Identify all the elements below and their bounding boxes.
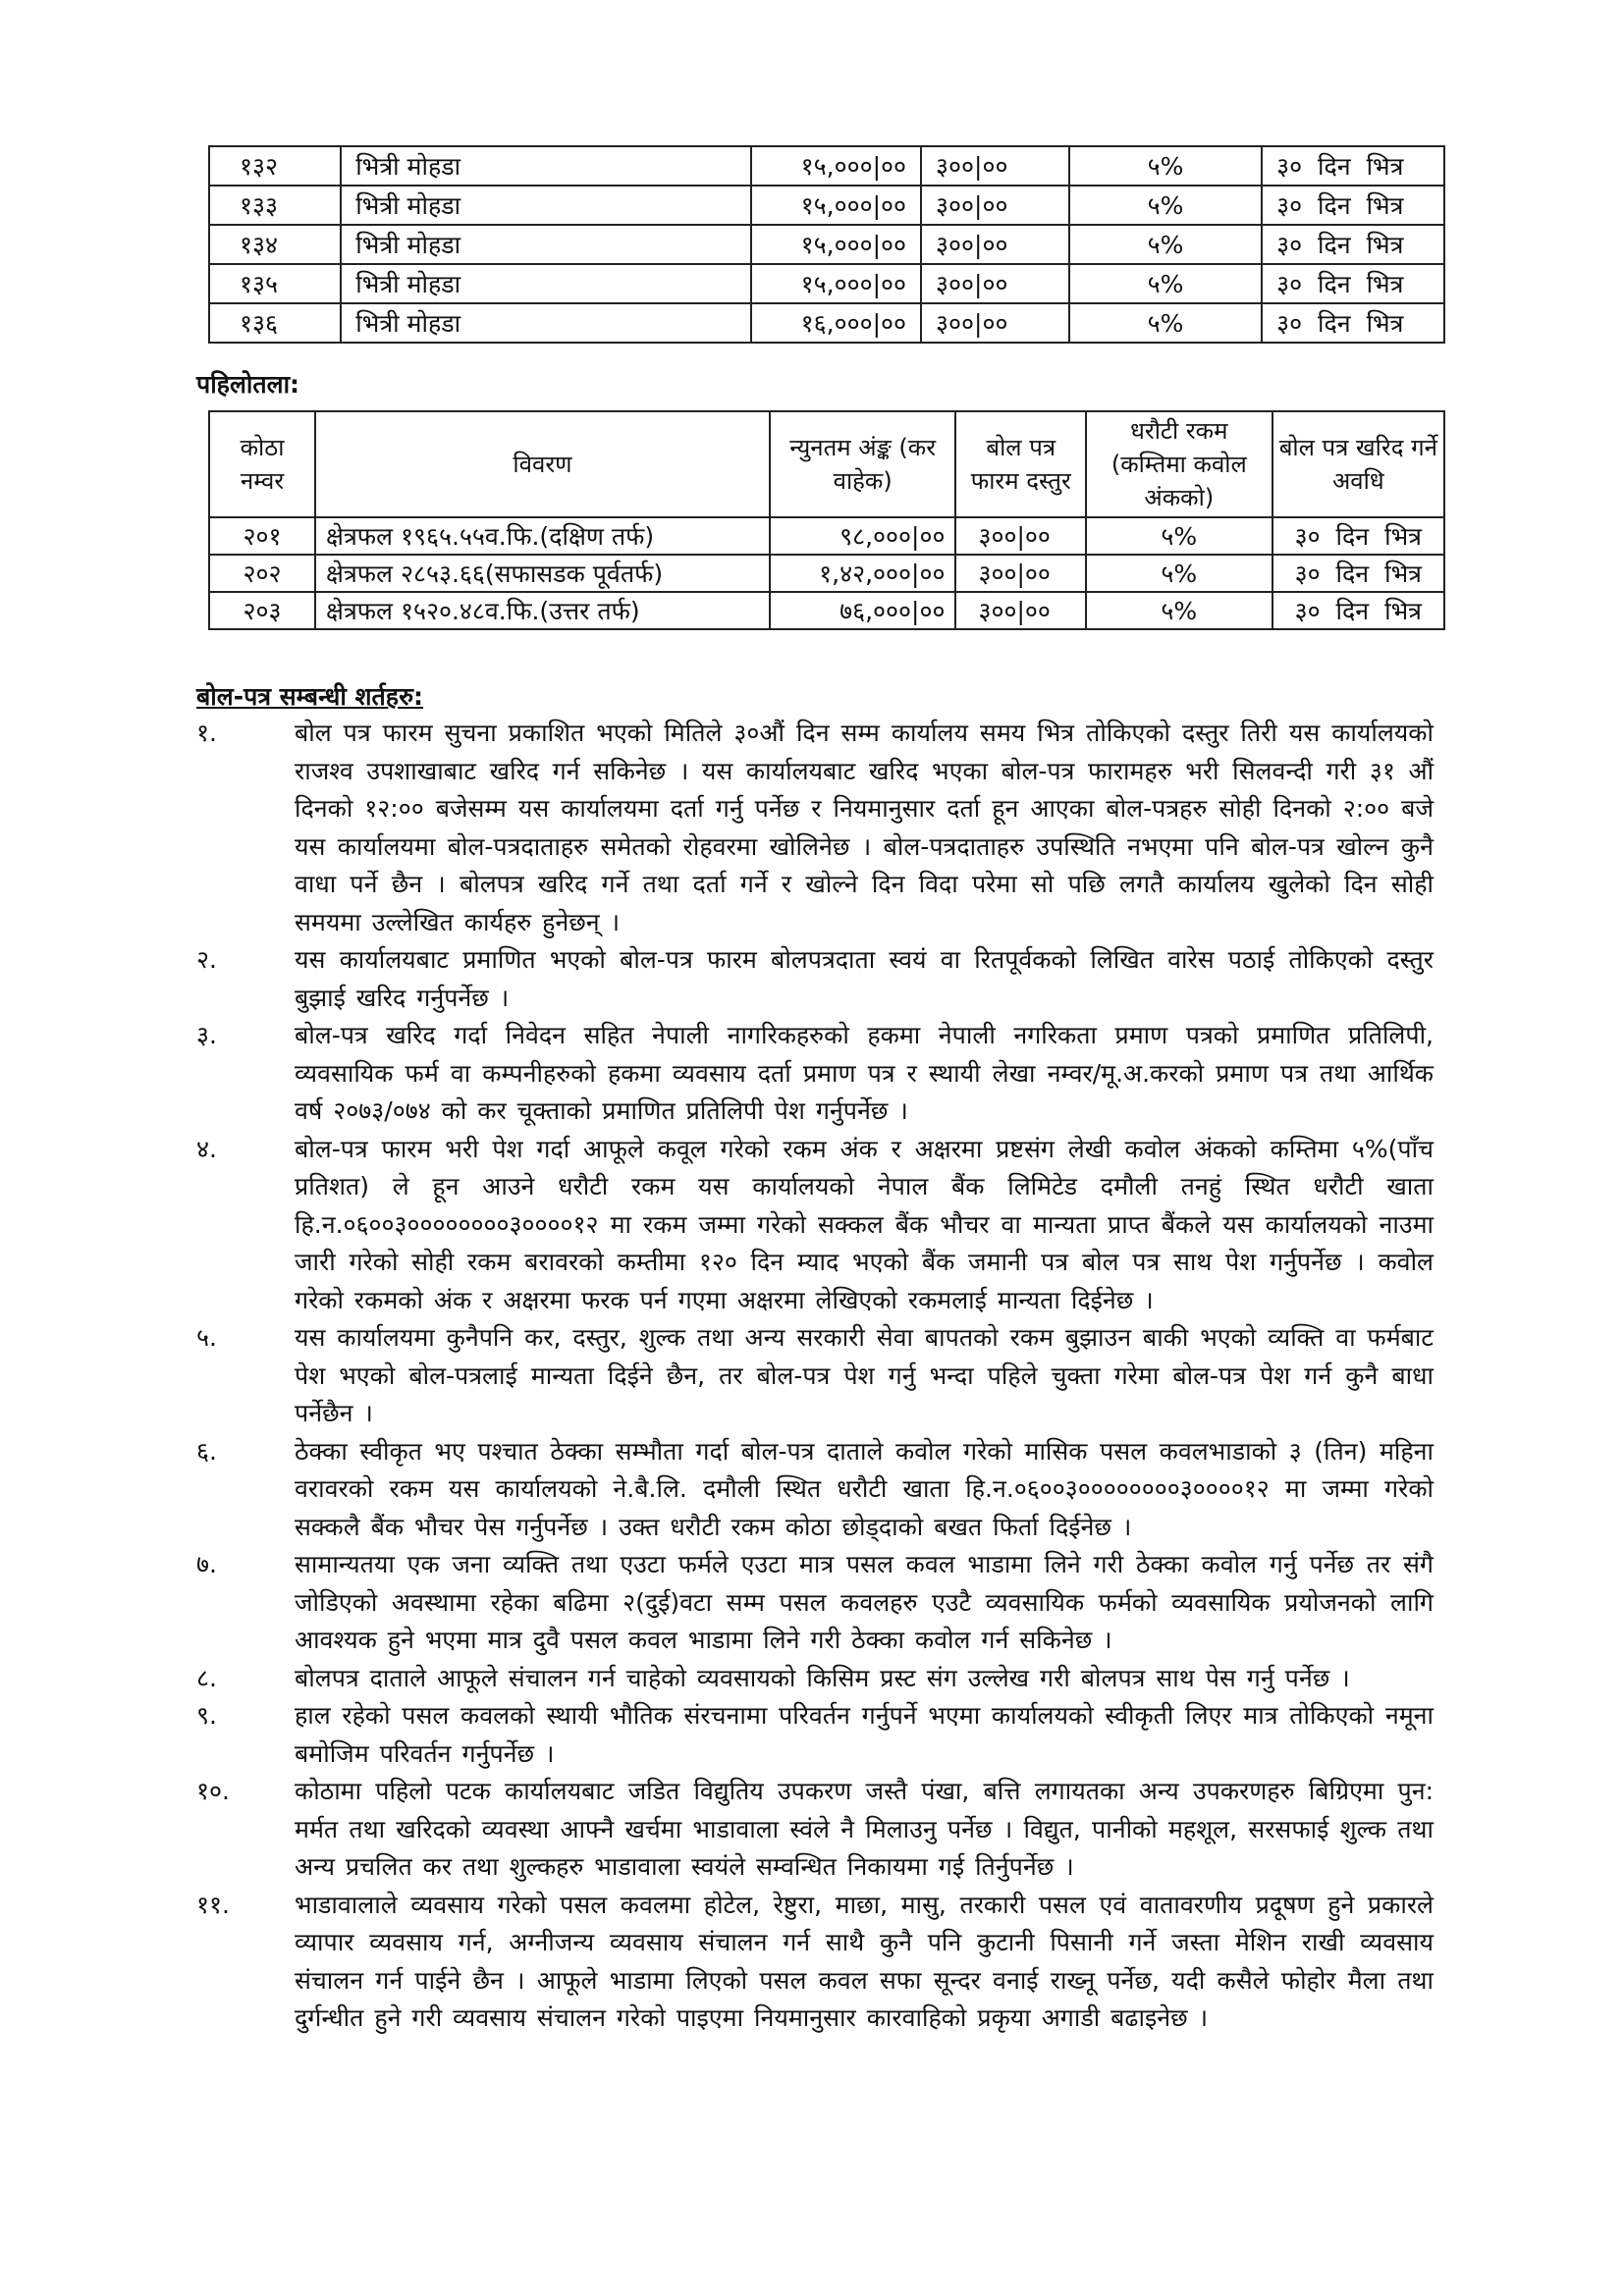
term-number: ९. [196, 1701, 217, 1730]
term-number: १. [196, 719, 217, 747]
cell-deposit: ५% [1086, 555, 1272, 592]
cell-deposit: ५% [1086, 517, 1272, 555]
cell-minimum-amount: ७६,०००|०० [770, 592, 956, 629]
cell-period: ३० दिन भित्र [1272, 517, 1444, 555]
term-text: भाडावालाले व्यवसाय गरेको पसल कवलमा होटेल, रेष्टुरा, माछा, मासु, तरकारी पसल एवं वातावरणीय प्रदूषण हुने प्रकारले व्यापार व्यवसाय गर्न, अग्नीजन्य व्यवसाय संचालन गर्न साथै कुनै पनि कुटानी पिसानी गर्ने जस्ता मेशिन राखी व्यवसाय संचालन गर्न पाईने छैन । आफूले भाडामा लिएको पसल कवल सफा सून्दर वनाई राख्नू पर्नेछ, यदी कसैले फोहोर मैला तथा दुर्गन्धीत हुने गरी व्यवसाय संचालन गरेको पाइएमा नियमानुसार कारवाहिको प्रकृया अगाडी बढाइनेछ । [295, 1890, 1434, 2032]
cell-minimum-amount: ९८,०००|०० [770, 517, 956, 555]
term-item [196, 1319, 1434, 1433]
term-text: बोल-पत्र खरिद गर्दा निवेदन सहित नेपाली नागरिकहरुको हकमा नेपाली नगरिकता प्रमाण पत्रको प्रमाणित प्रतिलिपी, व्यवसायिक फर्म वा कम्पनीहरुको हकमा व्यवसाय दर्ता प्रमाण पत्र र स्थायी लेखा नम्वर/मू.अ.करको प्रमाण पत्र तथा आर्थिक वर्ष २०७३/०७४ को कर चूक्ताको प्रमाणित प्रतिलिपी पेश गर्नुपर्नेछ । [295, 1021, 1434, 1125]
cell-deposit: ५% [1069, 303, 1262, 343]
cell-description: क्षेत्रफल २८५३.६६(सफासडक पूर्वतर्फ) [315, 555, 770, 592]
cell-minimum-amount: १५,०००|०० [751, 186, 922, 225]
terms-heading: बोल-पत्र सम्बन्धी शर्तहरु: [196, 682, 424, 711]
shop-table-first-floor [208, 410, 1445, 630]
cell-room-number: १३४ [209, 225, 341, 264]
table-row [209, 555, 1444, 592]
term-number: ११. [196, 1890, 230, 1919]
term-text: सामान्यतया एक जना व्यक्ति तथा एउटा फर्मले एउटा मात्र पसल कवल भाडामा लिने गरी ठेक्का कवोल गर्नु पर्नेछ तर संगै जोडिएको अवस्थामा रहेका बढिमा २(दुई)वटा सम्म पसल कवलहरु एउटै व्यवसायिक फर्मको व्यवसायिक प्रयोजनको लागि आवश्यक हुने भएमा मात्र दुवै पसल कवल भाडामा लिने गरी ठेक्का कवोल गर्न सकिनेछ । [295, 1550, 1434, 1654]
cell-room-number: २०१ [209, 517, 315, 555]
term-text: ठेक्का स्वीकृत भए पश्चात ठेक्का सम्भौता गर्दा बोल-पत्र दाताले कवोल गरेको मासिक पसल कवलभाडाको ३ (तिन) महिना वरावरको रकम यस कार्यालयको ने.बै.लि. दमौली स्थित धरौटी खाता हि.न.०६००३००००००००३००००१२ मा जम्मा गरेको सक्कलै बैंक भौचर पेस गर्नुपर्नेछ । उक्त धरौटी रकम कोठा छोड्दाको बखत फिर्ता दिईनेछ । [295, 1436, 1434, 1541]
term-text: बोल-पत्र फारम भरी पेश गर्दा आफूले कवूल गरेको रकम अंक र अक्षरमा प्रष्टसंग लेखी कवोल अंकको कम्तिमा ५%(पाँच प्रतिशत) ले हून आउने धरौटी रकम यस कार्यालयको नेपाल बैंक लिमिटेड दमौली तनहुं स्थित धरौटी खाता हि.न.०६००३००००००००३००००१२ मा रकम जम्मा गरेको सक्कल बैंक भौचर वा मान्यता प्राप्त बैंकले यस कार्यालयको नाउमा जारी गरेको सोही रकम बरावरको कम्तीमा १२० दिन म्याद भएको बैंक जमानी पत्र बोल पत्र साथ पेश गर्नुपर्नेछ । कवोल गरेको रकमको अंक र अक्षरमा फरक पर्न गएमा अक्षरमा लेखिएको रकमलाई मान्यता दिईनेछ । [295, 1134, 1434, 1314]
table-row [209, 264, 1444, 303]
term-number: १०. [196, 1777, 230, 1805]
cell-minimum-amount: १५,०००|०० [751, 146, 922, 186]
cell-minimum-amount: १५,०००|०० [751, 225, 922, 264]
cell-location: भित्री मोहडा [341, 264, 750, 303]
cell-period: ३० दिन भित्र [1272, 555, 1444, 592]
cell-location: भित्री मोहडा [341, 146, 750, 186]
term-item [196, 715, 1434, 941]
cell-period: ३० दिन भित्र [1262, 303, 1444, 343]
table-row [209, 225, 1444, 264]
cell-location: भित्री मोहडा [341, 303, 750, 343]
cell-room-number: १३६ [209, 303, 341, 343]
cell-room-number: २०२ [209, 555, 315, 592]
term-number: ६. [196, 1436, 217, 1466]
cell-room-number: १३२ [209, 146, 341, 186]
cell-form-fee: ३००|०० [921, 225, 1069, 264]
term-item [196, 1546, 1434, 1660]
table-row [209, 146, 1444, 186]
term-number: ३. [196, 1021, 217, 1049]
term-number: ८. [196, 1663, 217, 1692]
cell-form-fee: ३००|०० [921, 264, 1069, 303]
cell-minimum-amount: १६,०००|०० [751, 303, 922, 343]
header-room-number: कोठा नम्वर [209, 411, 315, 517]
cell-form-fee: ३००|०० [921, 146, 1069, 186]
cell-deposit: ५% [1069, 186, 1262, 225]
table-row [209, 517, 1444, 555]
table-row [209, 186, 1444, 225]
cell-period: ३० दिन भित्र [1262, 186, 1444, 225]
term-text: हाल रहेको पसल कवलको स्थायी भौतिक संरचनामा परिवर्तन गर्नुपर्ने भएमा कार्यालयको स्वीकृती लिएर मात्र तोकिएको नमूना बमोजिम परिवर्तन गर्नुपर्नेछ । [295, 1701, 1434, 1768]
cell-deposit: ५% [1069, 264, 1262, 303]
header-deposit: धरौटी रकम (कम्तिमा कवोल अंकको) [1086, 411, 1272, 517]
terms-list [196, 715, 1434, 2038]
term-item [196, 941, 1434, 1017]
table-row [209, 592, 1444, 629]
cell-deposit: ५% [1086, 592, 1272, 629]
term-text: कोठामा पहिलो पटक कार्यालयबाट जडित विद्युतिय उपकरण जस्तै पंखा, बत्ति लगायतका अन्य उपकरणहरु बिग्रिएमा पुन: मर्मत तथा खरिदको व्यवस्था आफ्नै खर्चमा भाडावाला स्वंले नै मिलाउनु पर्नेछ । विद्युत, पानीको महशूल, सरसफाई शुल्क तथा अन्य प्रचलित कर तथा शुल्कहरु भाडावाला स्वयंले सम्वन्धित निकायमा गई तिर्नुपर्नेछ । [295, 1777, 1434, 1881]
table-header-row [209, 411, 1444, 517]
cell-location: भित्री मोहडा [341, 225, 750, 264]
term-item [196, 1131, 1434, 1320]
term-number: २. [196, 945, 217, 974]
cell-form-fee: ३००|०० [921, 186, 1069, 225]
cell-room-number: १३५ [209, 264, 341, 303]
term-item [196, 1697, 1434, 1773]
cell-minimum-amount: १५,०००|०० [751, 264, 922, 303]
section-title-first-floor: पहिलोतला: [196, 370, 300, 399]
cell-location: भित्री मोहडा [341, 186, 750, 225]
term-text: यस कार्यालयमा कुनैपनि कर, दस्तुर, शुल्क तथा अन्य सरकारी सेवा बापतको रकम बुझाउन बाकी भएको व्यक्ति वा फर्मबाट पेश भएको बोल-पत्रलाई मान्यता दिईने छैन, तर बोल-पत्र पेश गर्नु भन्दा पहिले चुक्ता गरेमा बोल-पत्र पेश गर्न कुनै बाधा पर्नेछैन । [295, 1323, 1434, 1427]
cell-description: क्षेत्रफल १९६५.५५व.फि.(दक्षिण तर्फ) [315, 517, 770, 555]
document-page [196, 145, 1437, 2038]
header-form-fee: बोल पत्र फारम दस्तुर [955, 411, 1086, 517]
shop-table-ground [208, 145, 1445, 344]
term-item [196, 1017, 1434, 1131]
cell-period: ३० दिन भित्र [1262, 146, 1444, 186]
header-minimum-amount: न्युनतम अंङ्क (कर वाहेक) [770, 411, 956, 517]
header-purchase-period: बोल पत्र खरिद गर्ने अवधि [1272, 411, 1444, 517]
cell-deposit: ५% [1069, 225, 1262, 264]
cell-period: ३० दिन भित्र [1262, 225, 1444, 264]
header-description: विवरण [315, 411, 770, 517]
cell-minimum-amount: १,४२,०००|०० [770, 555, 956, 592]
cell-room-number: १३३ [209, 186, 341, 225]
cell-form-fee: ३००|०० [921, 303, 1069, 343]
term-item [196, 1660, 1434, 1698]
term-item [196, 1773, 1434, 1887]
term-item [196, 1433, 1434, 1547]
cell-form-fee: ३००|०० [955, 555, 1086, 592]
cell-form-fee: ३००|०० [955, 592, 1086, 629]
table-row [209, 303, 1444, 343]
cell-deposit: ५% [1069, 146, 1262, 186]
term-item [196, 1887, 1434, 2038]
term-text: बोल पत्र फारम सुचना प्रकाशित भएको मितिले ३०औं दिन सम्म कार्यालय समय भित्र तोकिएको दस्तुर तिरी यस कार्यालयको राजश्व उपशाखाबाट खरिद गर्न सकिनेछ । यस कार्यालयबाट खरिद भएका बोल-पत्र फारामहरु भरी सिलवन्दी गरी ३१ औं दिनको १२:०० बजेसम्म यस कार्यालयमा दर्ता गर्नु पर्नेछ र नियमानुसार दर्ता हून आएका बोल-पत्रहरु सोही दिनको २:०० बजे यस कार्यालयमा बोल-पत्रदाताहरु समेतको रोहवरमा खोलिनेछ । बोल-पत्रदाताहरु उपस्थिति नभएमा पनि बोल-पत्र खोल्न कुनै वाधा पर्ने छैन । बोलपत्र खरिद गर्ने तथा दर्ता गर्ने र खोल्ने दिन विदा परेमा सो पछि लगतै कार्यालय खुलेको दिन सोही समयमा उल्लेखित कार्यहरु हुनेछन् । [295, 719, 1434, 936]
term-number: ४. [196, 1134, 217, 1163]
term-number: ७. [196, 1550, 217, 1578]
cell-description: क्षेत्रफल १५२०.४८व.फि.(उत्तर तर्फ) [315, 592, 770, 629]
term-text: यस कार्यालयबाट प्रमाणित भएको बोल-पत्र फारम बोलपत्रदाता स्वयं वा रितपूर्वकको लिखित वारेस पठाई तोकिएको दस्तुर बुझाई खरिद गर्नुपर्नेछ । [295, 945, 1434, 1012]
term-number: ५. [196, 1323, 217, 1352]
cell-form-fee: ३००|०० [955, 517, 1086, 555]
term-text: बोलपत्र दाताले आफूले संचालन गर्न चाहेको व्यवसायको किसिम प्रस्ट संग उल्लेख गरी बोलपत्र साथ पेस गर्नु पर्नेछ । [295, 1663, 1350, 1692]
cell-period: ३० दिन भित्र [1262, 264, 1444, 303]
cell-room-number: २०३ [209, 592, 315, 629]
cell-period: ३० दिन भित्र [1272, 592, 1444, 629]
